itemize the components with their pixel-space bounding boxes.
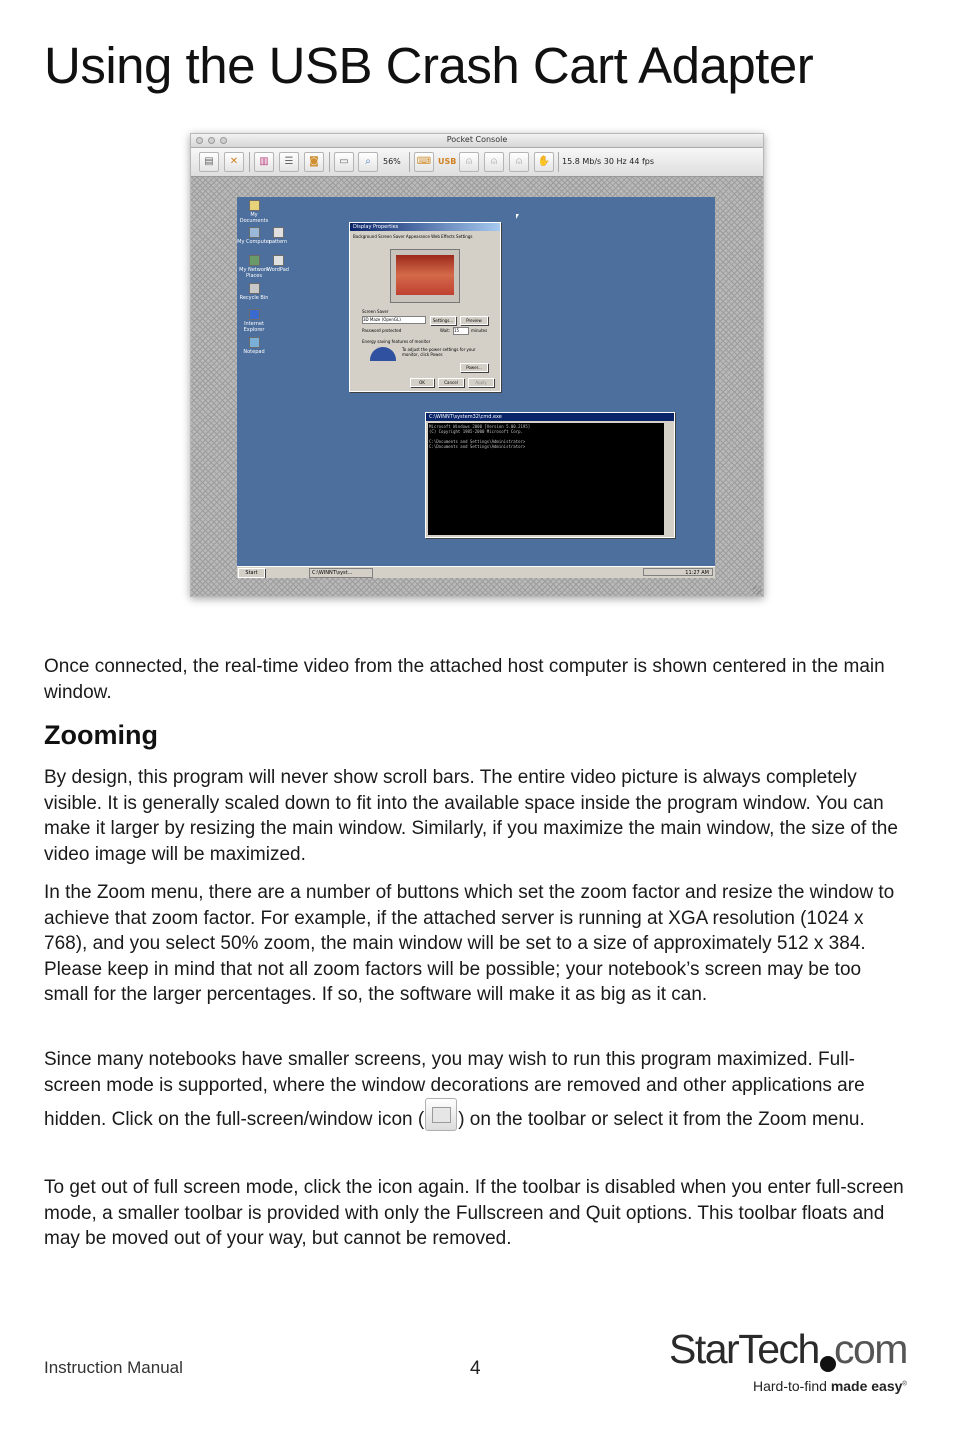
screen-saver-label: Screen Saver bbox=[362, 309, 389, 314]
intro-paragraph: Once connected, the real-time video from the attached host computer is shown centered in the main window. bbox=[44, 656, 885, 703]
mouse-pointer-icon bbox=[516, 214, 519, 219]
window-title: Pocket Console bbox=[446, 135, 508, 144]
settings-panel-icon[interactable]: ☰ bbox=[279, 152, 299, 172]
lock-icon[interactable]: ⍝ bbox=[484, 152, 504, 172]
ok-button[interactable]: OK bbox=[410, 378, 434, 387]
wait-label: Wait: bbox=[440, 328, 451, 333]
usb-label[interactable]: USB bbox=[438, 157, 457, 166]
logo-domain: com bbox=[834, 1326, 907, 1372]
quit-icon[interactable]: ✕ bbox=[224, 152, 244, 172]
toolbar-divider bbox=[329, 152, 330, 172]
wait-input[interactable]: 15 bbox=[453, 327, 469, 335]
paragraph-exit-fullscreen: To get out of full screen mode, click the icon again. If the toolbar is disabled when you enter full-screen mode, a smaller toolbar is provided with only the Fullscreen and Quit options. This toolbar floats and may be moved out of your way, but cannot be removed. bbox=[44, 1177, 904, 1250]
paragraph-fullscreen: Since many notebooks have smaller screens, you may wish to run this program maximized. Full-screen mode is supported, where the window decorations are removed and other applications are hidden. Click on the full-screen/window icon ( ) on the toolbar or select it from the Zoom menu. bbox=[44, 1049, 865, 1131]
page-title: Using the USB Crash Cart Adapter bbox=[44, 37, 814, 94]
page-number: 4 bbox=[470, 1358, 481, 1379]
resize-grip-icon[interactable] bbox=[753, 586, 761, 594]
logo-tagline: Hard-to-find made easy® bbox=[753, 1378, 907, 1394]
display-properties-dialog[interactable] bbox=[349, 222, 501, 392]
cmd-output[interactable]: Microsoft Windows 2000 [Version 5.00.2195] (C) Copyright 1985-2000 Microsoft Corp. C:\Documents and Settings\Administrator> C:\Documents and Settings\Administrator> bbox=[428, 423, 664, 535]
cancel-button[interactable]: Cancel bbox=[438, 378, 464, 387]
energy-star-icon bbox=[370, 347, 396, 361]
desktop-icon[interactable]: My Documents bbox=[237, 200, 271, 224]
video-canvas[interactable] bbox=[191, 177, 763, 596]
apply-button[interactable]: Apply bbox=[468, 378, 494, 387]
desktop-icon[interactable]: pattern bbox=[261, 227, 295, 245]
connection-stats: 15.8 Mb/s 30 Hz 44 fps bbox=[562, 157, 655, 166]
remote-desktop[interactable] bbox=[237, 197, 715, 578]
energy-text: To adjust the power settings for your monitor, click Power. bbox=[402, 347, 476, 357]
window-mode-icon[interactable]: ▭ bbox=[334, 152, 354, 172]
start-button[interactable]: Start bbox=[238, 568, 265, 578]
desktop-icon[interactable]: My Network Places bbox=[237, 255, 271, 279]
minutes-label: minutes bbox=[471, 328, 488, 333]
hand-icon[interactable]: ✋ bbox=[534, 152, 554, 172]
cmd-title: C:\WINNT\system32\cmd.exe bbox=[426, 413, 674, 421]
desktop-icon[interactable]: Notepad bbox=[237, 337, 271, 355]
cmd-window[interactable] bbox=[425, 412, 675, 538]
desktop-icon[interactable]: WordPad bbox=[261, 255, 295, 273]
settings-button[interactable]: Settings... bbox=[430, 316, 456, 325]
desktop-icon[interactable]: Recycle Bin bbox=[237, 283, 271, 301]
toolbar bbox=[191, 148, 763, 177]
fullscreen-window-icon bbox=[425, 1098, 457, 1131]
window-titlebar bbox=[191, 134, 763, 148]
zoom-icon[interactable]: ⌕ bbox=[358, 152, 378, 172]
preview-button[interactable]: Preview bbox=[460, 316, 488, 325]
lock-icon[interactable]: ⍝ bbox=[459, 152, 479, 172]
lock-icon[interactable]: ⍝ bbox=[509, 152, 529, 172]
system-tray-clock: 11:27 AM bbox=[643, 568, 713, 576]
taskbar-item[interactable]: C:\WINNT\syst... bbox=[309, 568, 373, 578]
startech-logo bbox=[669, 1326, 919, 1396]
pocket-console-screenshot bbox=[190, 133, 764, 597]
screen-saver-select[interactable]: 3D Maze (OpenGL) bbox=[362, 316, 426, 324]
camera-icon[interactable]: ◙ bbox=[304, 152, 324, 172]
password-checkbox[interactable]: Password protected bbox=[362, 328, 402, 333]
toolbar-divider bbox=[249, 152, 250, 172]
zooming-heading: Zooming bbox=[44, 720, 158, 750]
taskbar bbox=[237, 566, 715, 578]
desktop-icon[interactable]: My Computer bbox=[237, 227, 271, 245]
paragraph-zoom-menu: In the Zoom menu, there are a number of buttons which set the zoom factor and resize the window to achieve that zoom factor. For example, if the attached server is running at XGA resolution (1024 x 768), and you select 50% zoom, the main window will be set to a size of approximately 512 x 384. Please keep in mind that not all zoom factors will be possible; your notebook’s screen may be too small for the larger percentages. If so, the software will make it as big as it can. bbox=[44, 882, 895, 1006]
fullscreen-icon[interactable]: ▤ bbox=[199, 152, 219, 172]
power-button[interactable]: Power... bbox=[460, 363, 488, 372]
footer-label: Instruction Manual bbox=[44, 1358, 183, 1377]
toolbar-divider bbox=[558, 152, 559, 172]
keyboard-icon[interactable]: ⌨ bbox=[414, 152, 434, 172]
monitor-preview bbox=[390, 249, 460, 303]
color-bars-icon[interactable]: ▥ bbox=[254, 152, 274, 172]
energy-label: Energy saving features of monitor bbox=[362, 339, 431, 344]
logo-wordmark: StarTech bbox=[669, 1326, 819, 1372]
paragraph-scaling: By design, this program will never show scroll bars. The entire video picture is always completely visible. It is generally scaled down to fit into the available space inside the program window. You can make it larger by resizing the main window. Similarly, if you maximize the main window, the size of the video image will be maximized. bbox=[44, 767, 898, 865]
dialog-tabs[interactable]: Background Screen Saver Appearance Web Effects Settings bbox=[353, 234, 473, 239]
dialog-title: Display Properties bbox=[350, 223, 500, 231]
toolbar-divider bbox=[409, 152, 410, 172]
desktop-icon[interactable]: Internet Explorer bbox=[237, 309, 271, 333]
zoom-level[interactable]: 56% bbox=[383, 157, 401, 166]
